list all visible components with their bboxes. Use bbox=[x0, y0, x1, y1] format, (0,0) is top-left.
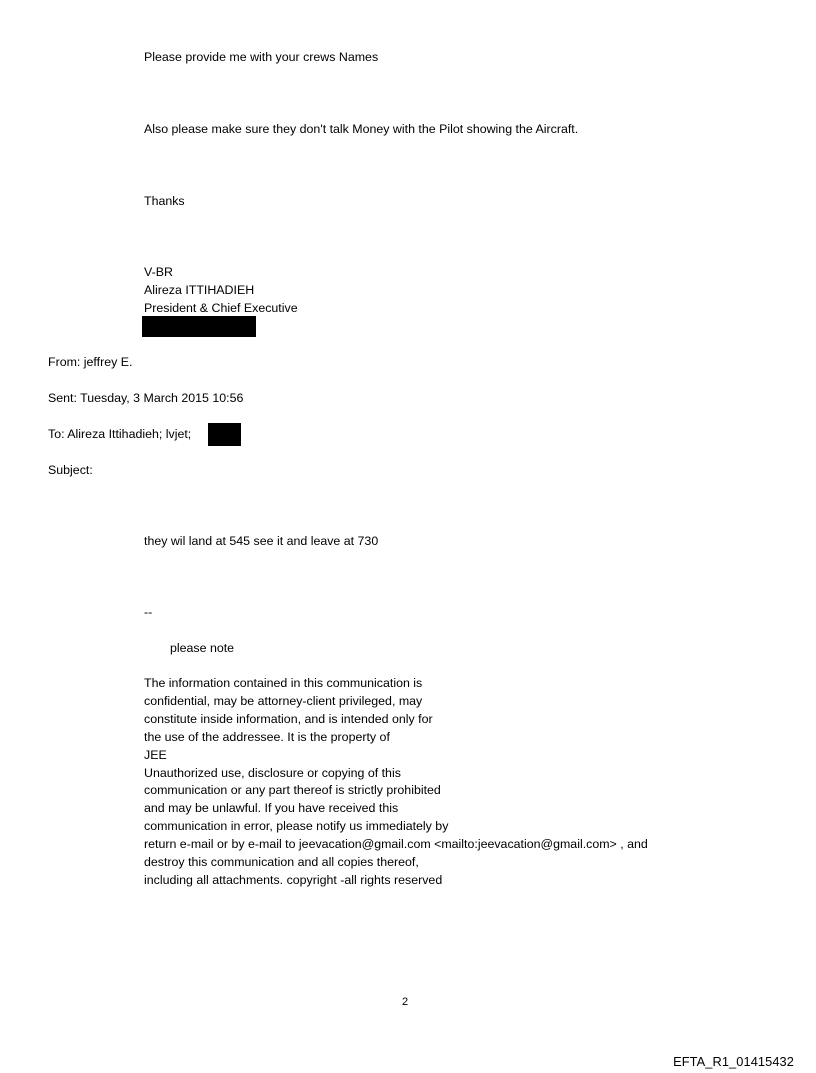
redaction-box-signature bbox=[142, 316, 256, 337]
signature-title: President & Chief Executive bbox=[144, 301, 298, 315]
disclaimer-line: destroy this communication and all copies thereof, bbox=[144, 855, 419, 870]
bates-number: EFTA_R1_01415432 bbox=[673, 1054, 794, 1069]
email-subject: Subject: bbox=[48, 463, 93, 477]
page-number: 2 bbox=[402, 996, 409, 1008]
disclaimer-line: Unauthorized use, disclosure or copying of this bbox=[144, 765, 401, 780]
body-message: they wil land at 545 see it and leave at 730 bbox=[144, 534, 379, 548]
confidentiality-disclaimer bbox=[144, 675, 648, 890]
please-note: please note bbox=[170, 641, 235, 655]
disclaimer-line: JEE bbox=[144, 747, 167, 762]
disclaimer-line: the use of the addressee. It is the property of bbox=[144, 729, 390, 744]
signature-name: Alireza ITTIHADIEH bbox=[144, 283, 255, 297]
email-sent: Sent: Tuesday, 3 March 2015 10:56 bbox=[48, 391, 244, 405]
signature-initials: V-BR bbox=[144, 265, 173, 279]
disclaimer-line: constitute inside information, and is intended only for bbox=[144, 711, 433, 726]
disclaimer-line: and may be unlawful. If you have received this bbox=[144, 801, 399, 816]
disclaimer-line: including all attachments. copyright -all rights reserved bbox=[144, 872, 443, 887]
message-line-thanks: Thanks bbox=[144, 194, 185, 208]
disclaimer-line: return e-mail or by e-mail to jeevacation@gmail.com <mailto:jeevacation@gmail.com> , and bbox=[144, 837, 648, 852]
email-from: From: jeffrey E. bbox=[48, 355, 133, 369]
message-line-money: Also please make sure they don't talk Money with the Pilot showing the Aircraft. bbox=[144, 122, 579, 136]
signature-separator: -- bbox=[144, 605, 153, 619]
disclaimer-line: communication in error, please notify us immediately by bbox=[144, 819, 449, 834]
redaction-box-recipient bbox=[208, 423, 241, 446]
disclaimer-line: The information contained in this communication is bbox=[144, 676, 423, 690]
message-line-crews: Please provide me with your crews Names bbox=[144, 50, 379, 64]
disclaimer-line: confidential, may be attorney-client privileged, may bbox=[144, 693, 423, 708]
email-to: To: Alireza Ittihadieh; lvjet; bbox=[48, 427, 192, 441]
disclaimer-line: communication or any part thereof is strictly prohibited bbox=[144, 783, 441, 798]
